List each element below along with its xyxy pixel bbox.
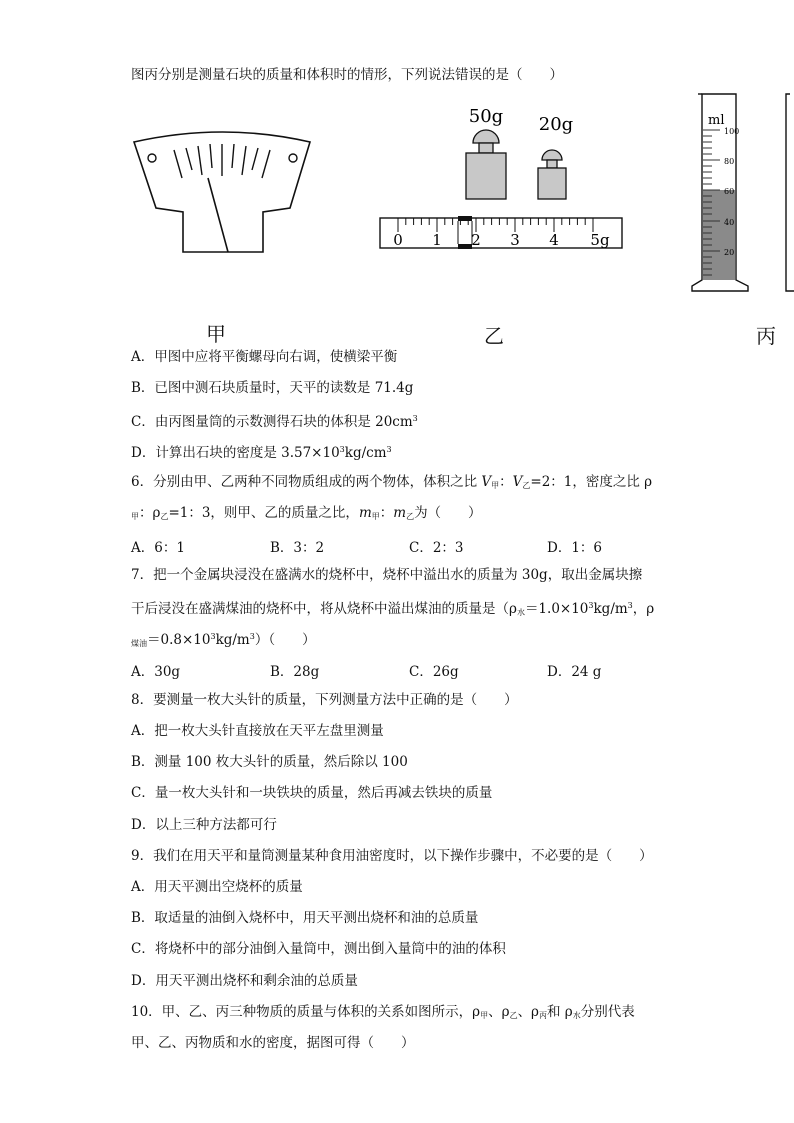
svg-text:ml: ml <box>708 113 725 128</box>
q7-stem-line2: 干后浸没在盛满煤油的烧杯中，将从烧杯中溢出煤油的质量是（$\rho_水=1.0\times 10^3kg/m^3$，ρ <box>131 601 655 617</box>
svg-text:80: 80 <box>724 157 735 166</box>
ruler-rider <box>458 216 472 221</box>
q7-option-d: D．24 g <box>547 664 602 680</box>
q5-stem: 图丙分别是测量石块的质量和体积时的情形，下列说法错误的是（ ） <box>131 67 563 83</box>
q8-option-c: C．量一枚大头针和一块铁块的质量，然后再减去铁块的质量 <box>131 785 493 801</box>
weights-ruler-figure <box>376 100 628 254</box>
q8-option-b: B．测量 100 枚大头针的质量，然后除以 100 <box>131 754 408 770</box>
q6-option-c: C．2：3 <box>409 540 464 556</box>
weight-20g <box>538 150 566 199</box>
q6-stem-line1: 6．分别由甲、乙两种不同物质组成的两个物体，体积之比 $V_甲$：$V_乙=2$：1，密度之比 ρ <box>131 474 653 490</box>
q10-stem-line2: 甲、乙、丙物质和水的密度，据图可得（ ） <box>131 1035 415 1051</box>
q7-stem-line1: 7．把一个金属块浸没在盛满水的烧杯中，烧杯中溢出水的质量为 30g，取出金属块擦 <box>131 567 643 583</box>
q6-option-a: A．6：1 <box>131 540 185 556</box>
q5-option-b: B．已图中测石块质量时，天平的读数是 71.4g <box>131 380 414 396</box>
svg-text:60: 60 <box>724 187 735 196</box>
balance-scale-figure <box>128 120 318 260</box>
q6-stem-line2: $_甲$：$\rho_乙=1$：3，则甲、乙的质量之比，$m_甲$：$m_乙$为（ ） <box>131 505 482 521</box>
figure-label-yi: 乙 <box>484 324 504 348</box>
q7-stem-line3: $_{煤油}=0.8\times 10^3kg/m^3$）（ ） <box>131 632 316 648</box>
q9-option-d: D．用天平测出烧杯和剩余油的总质量 <box>131 973 358 989</box>
cylinder-liquid <box>703 190 735 280</box>
q9-option-b: B．取适量的油倒入烧杯中，用天平测出烧杯和油的总质量 <box>131 910 479 926</box>
svg-text:40: 40 <box>724 218 735 227</box>
q9-stem: 9．我们在用天平和量筒测量某种食用油密度时，以下操作步骤中，不必要的是（ ） <box>131 848 653 864</box>
q5-option-c: C．由丙图量筒的示数测得石块的体积是 $20cm^3$ <box>131 414 418 430</box>
svg-text:20: 20 <box>724 248 735 257</box>
q5-option-a: A．甲图中应将平衡螺母向右调，使横梁平衡 <box>131 349 398 365</box>
figure-label-jia: 甲 <box>206 322 226 346</box>
q7-option-a: A．30g <box>131 664 181 680</box>
q10-stem-line1: 10．甲、乙、丙三种物质的质量与体积的关系如图所示，$\rho_甲$、$\rho_乙$、$\rho_丙$和 $\rho_水$分别代表 <box>131 1004 635 1020</box>
svg-text:4: 4 <box>549 231 559 249</box>
q7-option-b: B．28g <box>270 664 320 680</box>
weight-50g <box>466 130 506 199</box>
q8-option-a: A．把一枚大头针直接放在天平左盘里测量 <box>131 723 384 739</box>
svg-text:2: 2 <box>471 231 481 249</box>
q5-option-d: D．计算出石块的密度是 $3.57\times 10^3kg/cm^3$ <box>131 445 392 461</box>
q8-option-d: D．以上三种方法都可行 <box>131 817 277 833</box>
q6-option-b: B．3：2 <box>270 540 325 556</box>
svg-text:5g: 5g <box>590 231 610 249</box>
svg-text:100: 100 <box>724 127 740 136</box>
q7-option-c: C．26g <box>409 664 459 680</box>
figure-label-bing: 丙 <box>756 324 776 348</box>
svg-text:3: 3 <box>510 231 520 249</box>
q9-option-a: A．用天平测出空烧杯的质量 <box>131 879 303 895</box>
weight-label-50g: 50g <box>468 106 504 127</box>
graduated-cylinder-figure <box>690 88 794 298</box>
q8-stem: 8．要测量一枚大头针的质量，下列测量方法中正确的是（ ） <box>131 692 518 708</box>
q6-option-d: D．1：6 <box>547 540 603 556</box>
svg-text:1: 1 <box>432 231 442 249</box>
weight-label-20g: 20g <box>538 114 574 135</box>
q9-option-c: C．将烧杯中的部分油倒入量筒中，测出倒入量筒中的油的体积 <box>131 941 506 957</box>
svg-text:0: 0 <box>393 231 403 249</box>
